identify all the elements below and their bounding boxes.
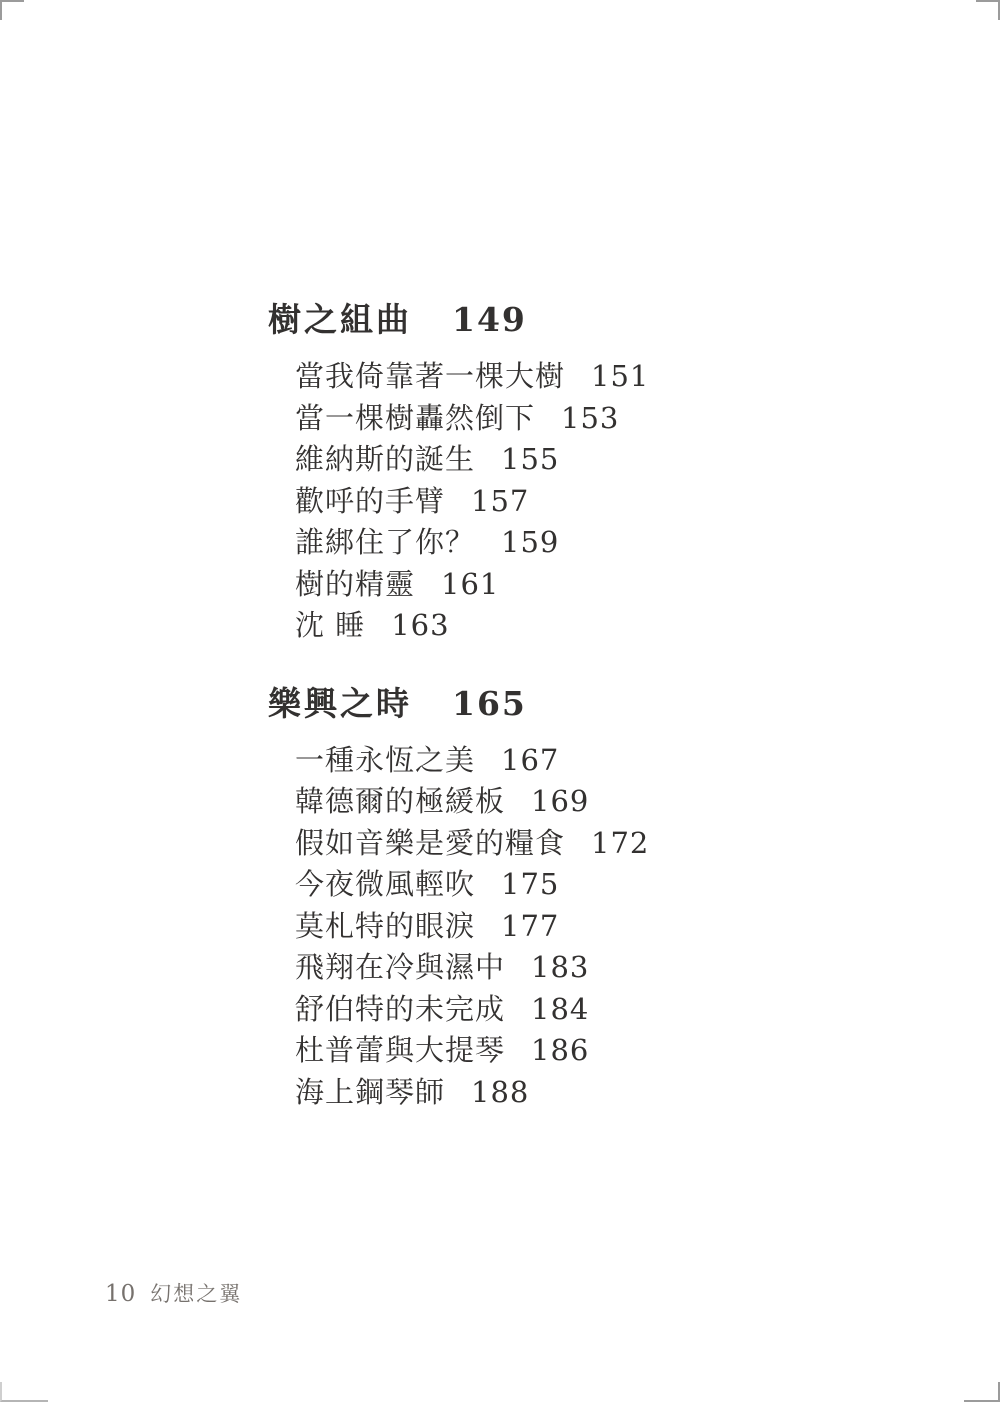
entry-title: 維納斯的誕生 — [295, 442, 476, 476]
entry-page-number: 153 — [561, 400, 620, 435]
toc-entry — [295, 989, 649, 1031]
toc-section-tree-suite — [268, 300, 649, 647]
entry-title: 誰綁住了你？ — [295, 525, 476, 559]
toc-entry — [295, 398, 649, 440]
section-entry-list — [295, 356, 649, 647]
toc-entry — [295, 864, 649, 906]
table-of-contents — [268, 300, 649, 1113]
entry-title: 當一棵樹轟然倒下 — [295, 400, 536, 435]
entry-title: 樹的精靈 — [295, 566, 416, 601]
toc-entry — [295, 1072, 649, 1114]
entry-title: 飛翔在冷與濕中 — [295, 950, 506, 984]
entry-title: 沈 睡 — [295, 608, 366, 642]
toc-entry — [295, 823, 649, 865]
toc-entry — [295, 356, 649, 398]
entry-title: 今夜微風輕吹 — [295, 867, 476, 901]
entry-page-number: 151 — [591, 359, 650, 393]
crop-mark-top-right — [976, 0, 1000, 20]
entry-page-number: 169 — [531, 784, 590, 818]
toc-entry — [295, 1030, 649, 1072]
toc-entry — [295, 481, 649, 523]
entry-page-number: 157 — [471, 483, 530, 518]
toc-entry — [295, 906, 649, 948]
crop-mark-bottom-left — [0, 1382, 48, 1402]
section-title: 樂興之時 — [268, 683, 412, 723]
entry-page-number: 183 — [531, 950, 590, 984]
entry-page-number: 177 — [501, 908, 560, 943]
toc-entry — [295, 781, 649, 823]
toc-section-moments-musicaux — [268, 684, 649, 1114]
toc-entry — [295, 740, 649, 782]
entry-title: 海上鋼琴師 — [295, 1074, 446, 1109]
entry-page-number: 188 — [471, 1074, 530, 1109]
entry-title: 舒伯特的未完成 — [295, 991, 506, 1026]
section-title: 樹之組曲 — [268, 300, 412, 339]
entry-page-number: 186 — [531, 1033, 590, 1067]
entry-title: 一種永恆之美 — [295, 742, 476, 777]
section-page-number: 165 — [452, 683, 527, 723]
entry-page-number: 155 — [501, 442, 560, 476]
toc-entry — [295, 947, 649, 989]
section-page-number: 149 — [452, 300, 527, 339]
crop-mark-top-left — [0, 0, 24, 20]
folio-page-number: 10 — [105, 1281, 137, 1307]
section-entry-list — [295, 740, 649, 1114]
entry-page-number: 172 — [591, 825, 650, 860]
entry-title: 假如音樂是愛的糧食 — [295, 825, 566, 860]
toc-entry — [295, 522, 649, 564]
entry-title: 杜普蕾與大提琴 — [295, 1033, 506, 1067]
toc-entry — [295, 605, 649, 647]
entry-page-number: 167 — [501, 742, 560, 777]
section-heading — [268, 300, 649, 340]
entry-title: 歡呼的手臂 — [295, 483, 446, 518]
toc-entry — [295, 439, 649, 481]
entry-page-number: 184 — [531, 991, 590, 1026]
toc-entry — [295, 564, 649, 606]
entry-page-number: 175 — [501, 867, 560, 901]
entry-page-number: 163 — [391, 608, 450, 642]
entry-title: 當我倚靠著一棵大樹 — [295, 359, 566, 393]
running-book-title: 幻想之翼 — [150, 1282, 243, 1306]
entry-title: 莫札特的眼淚 — [295, 908, 476, 943]
section-heading — [268, 684, 649, 724]
page-footer — [105, 1278, 242, 1308]
crop-mark-bottom-right — [964, 1382, 1000, 1402]
entry-title: 韓德爾的極緩板 — [295, 784, 506, 818]
entry-page-number: 161 — [441, 566, 500, 601]
entry-page-number: 159 — [501, 525, 560, 559]
